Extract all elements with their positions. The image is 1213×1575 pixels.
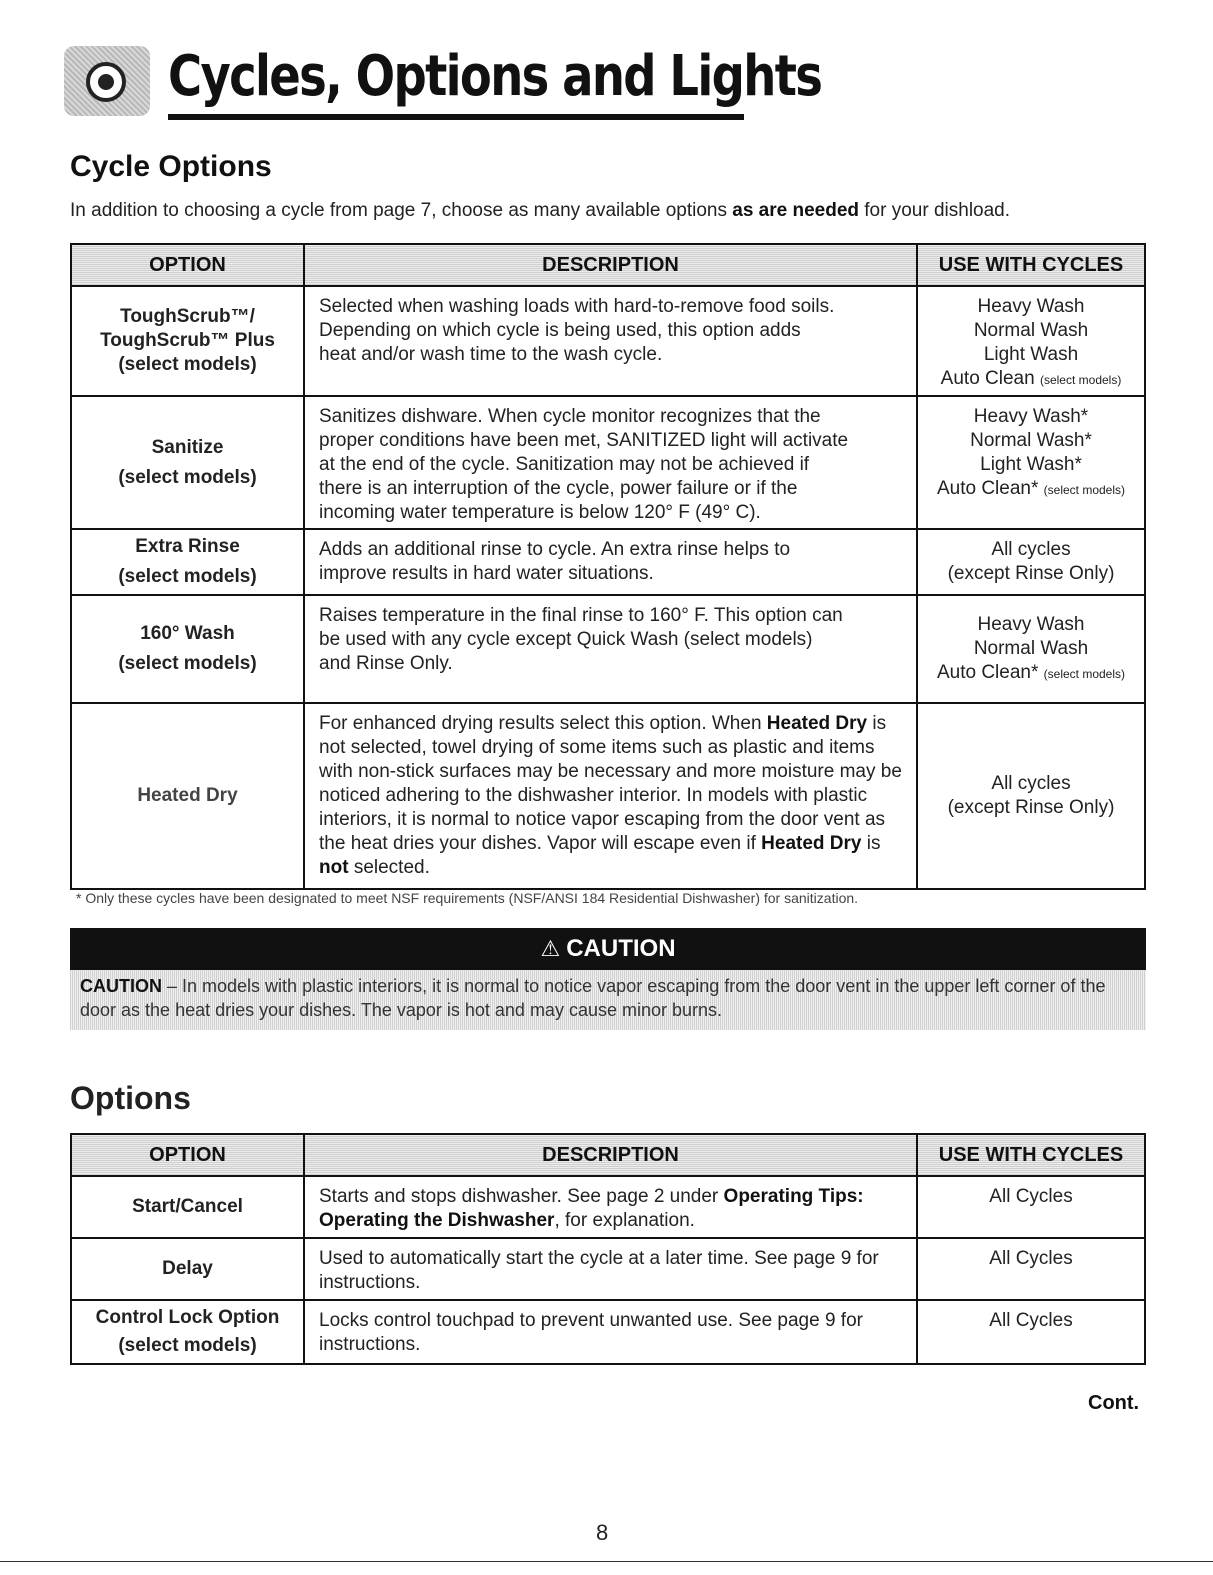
column-header-description: DESCRIPTION bbox=[305, 245, 918, 285]
option-description: For enhanced drying results select this option. When Heated Dry is not selected, towel drying of some items such as plastic and items with non-stick surfaces may be necessary and more moisture may be noticed adhering to the dishwasher interior. In models with plastic interiors, it is normal to notice vapor escaping from the door vent as the heat dries your dishes. Vapor will escape even if Heated Dry is not selected. bbox=[305, 704, 918, 888]
option-description: Used to automatically start the cycle at a later time. See page 9 for instructions. bbox=[305, 1239, 918, 1299]
option-cycles: All Cycles bbox=[989, 1310, 1073, 1331]
cycle-options-table bbox=[70, 243, 1146, 890]
option-name: Start/Cancel bbox=[72, 1177, 305, 1237]
option-description: Adds an additional rinse to cycle. An extra rinse helps to improve results in hard water situations. bbox=[305, 530, 918, 594]
option-name: Sanitize (select models) bbox=[72, 397, 305, 528]
table-header-row bbox=[72, 1135, 1144, 1175]
continued-label: Cont. bbox=[1088, 1392, 1140, 1414]
option-name: Control Lock Option (select models) bbox=[72, 1301, 305, 1363]
table-row bbox=[72, 1175, 1144, 1237]
option-name: Delay bbox=[72, 1239, 305, 1299]
column-header-cycles: USE WITH CYCLES bbox=[918, 1135, 1144, 1175]
dial-knob-icon bbox=[64, 46, 150, 116]
option-description: Starts and stops dishwasher. See page 2 under Operating Tips: Operating the Dishwasher, for explanation. bbox=[305, 1177, 918, 1237]
cycle-options-intro: In addition to choosing a cycle from page 7, choose as many available options as are needed for your dishload. bbox=[70, 200, 1011, 221]
page-title: Cycles, Options and Lights bbox=[168, 44, 822, 109]
option-name: ToughScrub™/ ToughScrub™ Plus (select models) bbox=[72, 287, 305, 395]
option-description: Raises temperature in the final rinse to 160° F. This option can be used with any cycle except Quick Wash (select models) and Rinse Only. bbox=[305, 596, 918, 702]
caution-header: ⚠ CAUTION bbox=[70, 928, 1146, 970]
column-header-option: OPTION bbox=[72, 245, 305, 285]
option-cycles: All cycles (except Rinse Only) bbox=[947, 539, 1115, 584]
cycle-options-heading: Cycle Options bbox=[70, 150, 272, 183]
option-cycles: All Cycles bbox=[989, 1248, 1073, 1269]
caution-text: CAUTION – In models with plastic interiors, it is normal to notice vapor escaping from the door vent in the upper left corner of the door as the heat dries your dishes. The vapor is hot and may cause minor burns. bbox=[70, 970, 1146, 1030]
title-underline bbox=[168, 114, 744, 120]
table-row bbox=[72, 1237, 1144, 1299]
table-row bbox=[72, 1299, 1144, 1363]
table-row bbox=[72, 395, 1144, 528]
option-description: Locks control touchpad to prevent unwanted use. See page 9 for instructions. bbox=[305, 1301, 918, 1363]
table-row bbox=[72, 702, 1144, 888]
column-header-option: OPTION bbox=[72, 1135, 305, 1175]
table-row bbox=[72, 528, 1144, 594]
option-cycles: Heavy Wash Normal Wash Light Wash Auto Clean (select models) bbox=[940, 296, 1122, 389]
table-header-row bbox=[72, 245, 1144, 285]
column-header-description: DESCRIPTION bbox=[305, 1135, 918, 1175]
page-number: 8 bbox=[596, 1520, 609, 1545]
table-row bbox=[72, 285, 1144, 395]
option-name: Extra Rinse (select models) bbox=[72, 530, 305, 594]
column-header-cycles: USE WITH CYCLES bbox=[918, 245, 1144, 285]
options-table bbox=[70, 1133, 1146, 1365]
option-description: Sanitizes dishware. When cycle monitor recognizes that the proper conditions have been met, SANITIZED light will activate at the end of the cycle. Sanitization may not be achieved if there is an interruption of the cycle, power failure or if the incoming water temperature is below 120° F (49° C). bbox=[305, 397, 918, 528]
option-cycles: Heavy Wash* Normal Wash* Light Wash* Auto Clean* (select models) bbox=[936, 406, 1126, 499]
page-header bbox=[64, 40, 822, 120]
option-cycles: All cycles (except Rinse Only) bbox=[947, 773, 1115, 818]
option-cycles: Heavy Wash Normal Wash Auto Clean* (select models) bbox=[936, 613, 1126, 683]
caution-box bbox=[70, 928, 1146, 1030]
options-heading: Options bbox=[70, 1080, 191, 1116]
table-row bbox=[72, 594, 1144, 702]
option-cycles: All Cycles bbox=[989, 1186, 1073, 1207]
warning-triangle-icon: ⚠ bbox=[540, 936, 561, 961]
option-name: 160° Wash (select models) bbox=[72, 596, 305, 702]
option-name: Heated Dry bbox=[72, 704, 305, 888]
option-description: Selected when washing loads with hard-to-remove food soils. Depending on which cycle is being used, this option adds heat and/or wash time to the wash cycle. bbox=[305, 287, 918, 395]
sanitization-footnote: * Only these cycles have been designated to meet NSF requirements (NSF/ANSI 184 Residential Dishwasher) for sanitization. bbox=[76, 890, 859, 906]
bottom-rule bbox=[0, 1561, 1213, 1562]
